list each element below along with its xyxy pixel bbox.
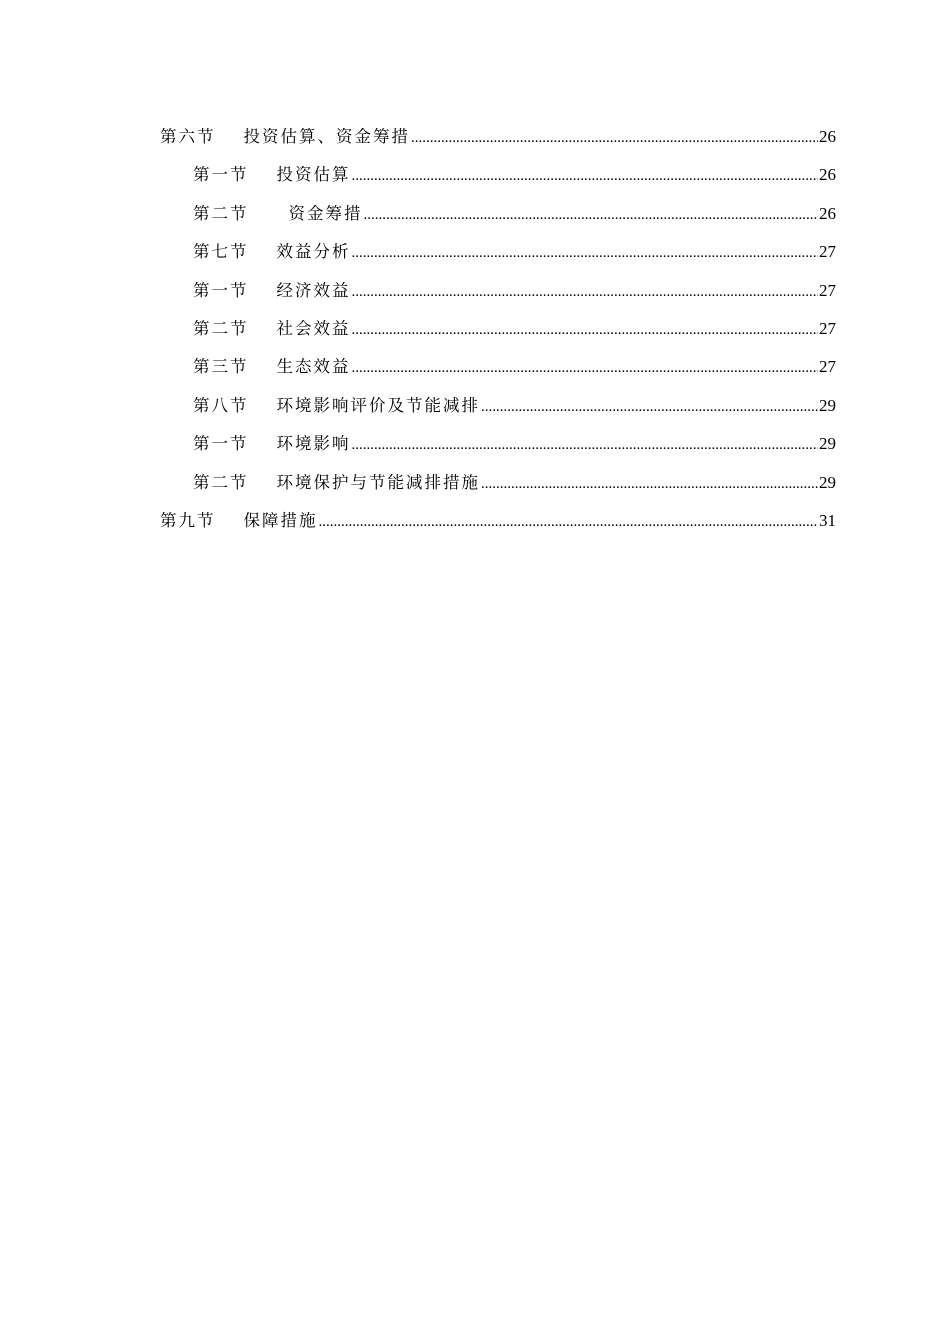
- toc-entry-title: 生态效益: [276, 357, 351, 377]
- toc-entry-title: 保障措施: [243, 510, 318, 530]
- toc-section-number: 第一节: [193, 280, 249, 300]
- toc-entry-title: 环境影响: [276, 434, 351, 454]
- toc-page-number: 29: [819, 434, 836, 454]
- toc-dot-leader: [364, 200, 819, 230]
- toc-page-number: 27: [819, 318, 836, 338]
- toc-section-number: 第七节: [193, 242, 249, 262]
- toc-section-number: 第二节: [193, 318, 249, 338]
- toc-entry[interactable]: [160, 276, 836, 314]
- toc-section-number: 第一节: [193, 434, 249, 454]
- toc-section-number: 第八节: [193, 395, 249, 415]
- toc-entry-title: 投资估算: [276, 165, 351, 185]
- toc-entry-title: 效益分析: [276, 242, 351, 262]
- toc-entry-title: 资金筹措: [288, 203, 363, 223]
- toc-entry[interactable]: [160, 352, 836, 390]
- toc-entry[interactable]: [160, 468, 836, 506]
- toc-page-number: 27: [819, 242, 836, 262]
- toc-dot-leader: [352, 161, 819, 191]
- toc-page-number: 31: [819, 510, 836, 530]
- toc-dot-leader: [352, 430, 819, 460]
- toc-page-number: 26: [819, 165, 836, 185]
- toc-page-number: 29: [819, 472, 836, 492]
- toc-dot-leader: [352, 353, 819, 383]
- table-of-contents: [160, 122, 836, 544]
- toc-page-number: 26: [819, 127, 836, 146]
- toc-dot-leader: [352, 238, 819, 268]
- toc-dot-leader: [319, 507, 819, 537]
- toc-entry[interactable]: [160, 122, 836, 160]
- toc-entry-title: 投资估算、资金筹措: [243, 127, 410, 146]
- toc-dot-leader: [411, 123, 818, 153]
- toc-entry[interactable]: [160, 199, 836, 237]
- toc-page-number: 26: [819, 203, 836, 223]
- toc-entry[interactable]: [160, 391, 836, 429]
- toc-entry-title: 环境保护与节能减排措施: [276, 472, 480, 492]
- toc-entry[interactable]: [160, 429, 836, 467]
- toc-section-number: 第三节: [193, 357, 249, 377]
- toc-dot-leader: [481, 469, 818, 499]
- toc-dot-leader: [352, 277, 819, 307]
- toc-entry[interactable]: [160, 160, 836, 198]
- toc-section-number: 第六节: [160, 127, 216, 146]
- toc-page-number: 29: [819, 395, 836, 415]
- toc-entry[interactable]: [160, 237, 836, 275]
- toc-entry-title: 经济效益: [276, 280, 351, 300]
- toc-entry-title: 社会效益: [276, 318, 351, 338]
- toc-section-number: 第一节: [193, 165, 249, 185]
- toc-page-number: 27: [819, 280, 836, 300]
- toc-section-number: 第二节: [193, 203, 249, 223]
- toc-section-number: 第九节: [160, 510, 216, 530]
- toc-dot-leader: [352, 315, 819, 345]
- toc-entry[interactable]: [160, 506, 836, 544]
- toc-entry[interactable]: [160, 314, 836, 352]
- toc-dot-leader: [481, 392, 818, 422]
- toc-section-number: 第二节: [193, 472, 249, 492]
- toc-entry-title: 环境影响评价及节能减排: [276, 395, 480, 415]
- toc-page-number: 27: [819, 357, 836, 377]
